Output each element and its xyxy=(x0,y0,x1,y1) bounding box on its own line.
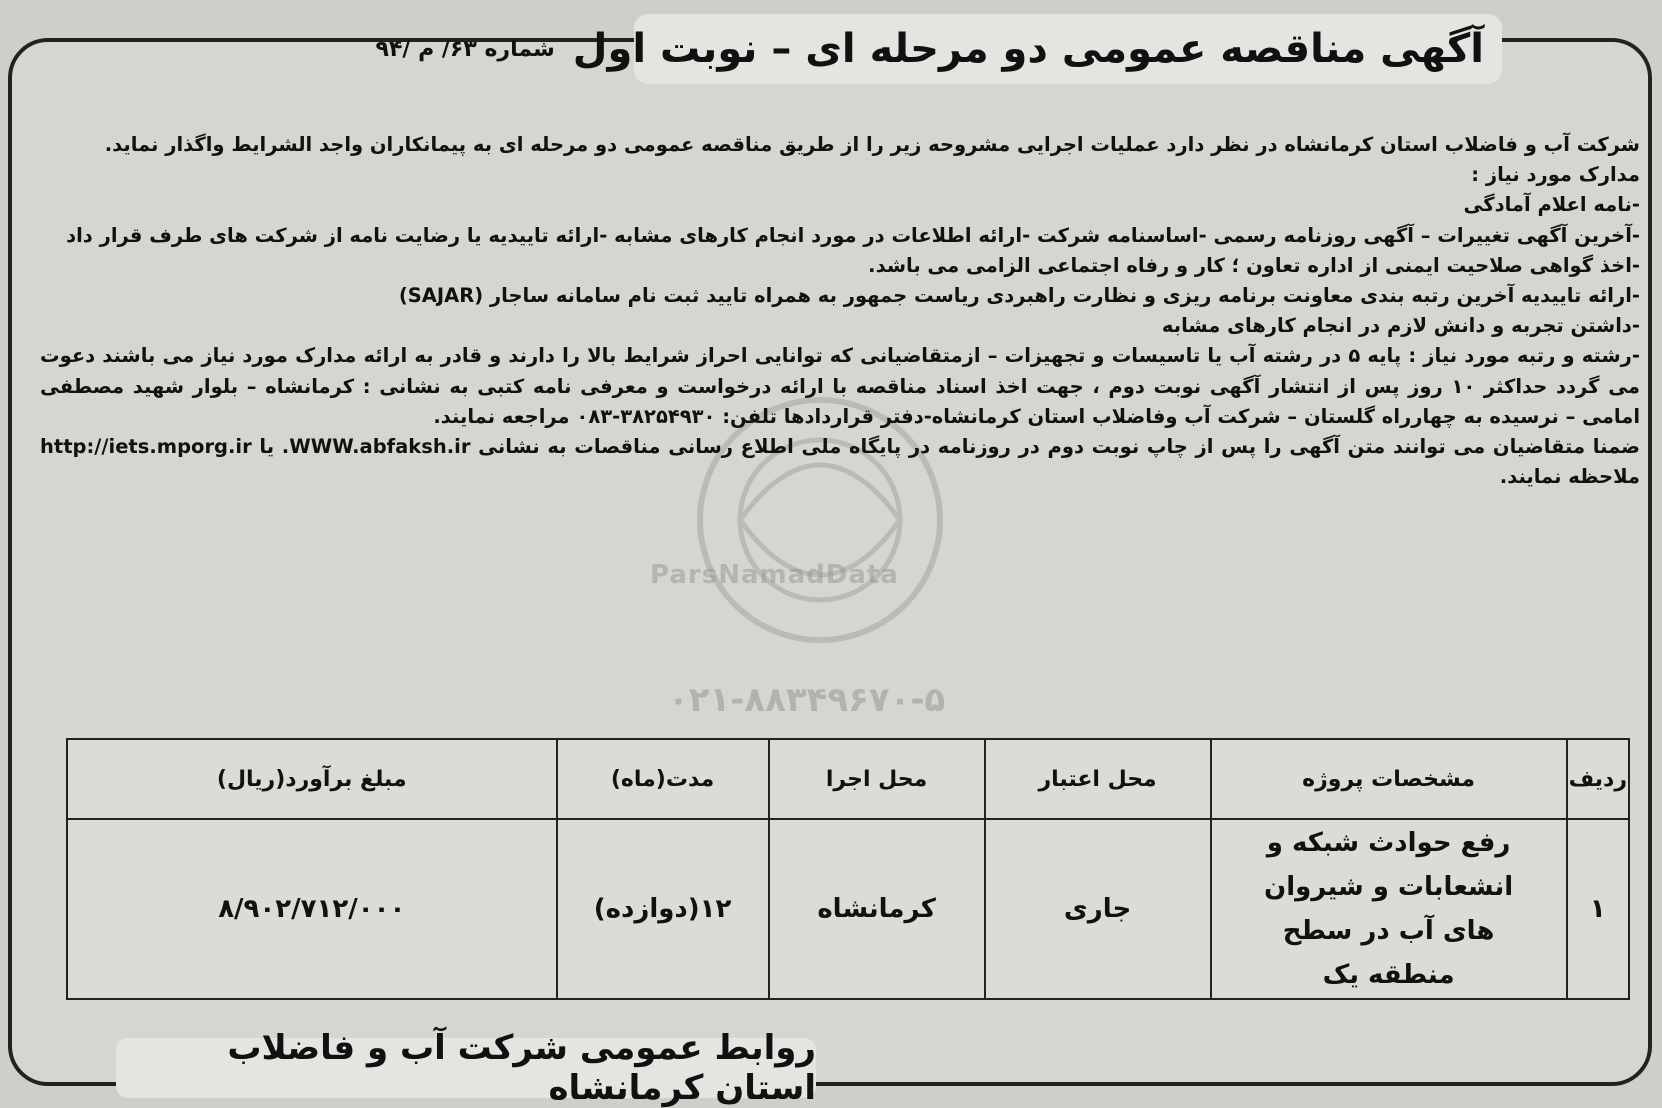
cell-duration: ۱۲(دوازده) xyxy=(557,819,769,999)
cell-project-spec: رفع حوادث شبکه و انشعابات و شیروان های آب در سطح منطقه یک xyxy=(1211,819,1567,999)
notice-number: شماره ۶۳/ م /۹۴ xyxy=(375,36,555,62)
intro-paragraph: شرکت آب و فاضلاب استان کرمانشاه در نظر دارد عملیات اجرایی مشروحه زیر را از طریق مناقصه عمومی دو مرحله ای به پیمانکاران واجد الشرایط واگذار نماید. xyxy=(104,133,1640,156)
page-title: آگهی مناقصه عمومی دو مرحله ای – نوبت اول xyxy=(572,26,1484,72)
table-row xyxy=(67,819,1629,999)
doc-item: -نامه اعلام آمادگی xyxy=(1463,193,1640,217)
website-notice: ضمنا متقاضیان می توانند متن آگهی را پس از چاپ نوبت دوم در روزنامه در پایگاه ملی اطلاع رسانی مناقصات به نشانی WWW.abfaksh.ir. یا http://iets.mporg.ir ملاحظه نمایند. xyxy=(40,435,1640,489)
rank-paragraph: -رشته و رتبه مورد نیاز : پایه ۵ در رشته آب یا تاسیسات و تجهیزات – ازمتقاضیانی که توانایی احراز شرایط بالا را دارند و قادر به ارائه مدارک مورد نیاز می باشند دعوت می گردد حداکثر ۱۰ روز پس از انتشار آگهی نوبت دوم ، جهت اخذ اسناد مناقصه با ارائه درخواست و معرفی نامه کتبی به نشانی : کرمانشاه – بلوار شهید مصطفی امامی – نرسیده به چهارراه گلستان – شرکت آب وفاضلاب استان کرمانشاه-دفتر قراردادها تلفن: ۳۸۲۵۴۹۳۰-۰۸۳ مراجعه نمایند. xyxy=(40,344,1640,428)
header-location: محل اجرا xyxy=(769,739,985,819)
watermark-phone: ۰۲۱-۸۸۳۴۹۶۷۰-۵ xyxy=(668,680,946,720)
doc-item: -ارائه تاییدیه آخرین رتبه بندی معاونت برنامه ریزی و نظارت راهبردی ریاست جمهور به همراه تایید ثبت نام سامانه ساجار (SAJAR) xyxy=(398,284,1640,308)
docs-heading: مدارک مورد نیاز : xyxy=(1471,163,1640,187)
cell-row-number: ۱ xyxy=(1567,819,1629,999)
tender-table xyxy=(66,738,1630,1000)
header-project-spec: مشخصات پروژه xyxy=(1211,739,1567,819)
doc-item: -آخرین آگهی تغییرات – آگهی روزنامه رسمی -اساسنامه شرکت -ارائه اطلاعات در مورد انجام کارهای مشابه -ارائه تاییدیه یا رضایت نامه از شرکت های طرف قرار داد xyxy=(66,223,1640,247)
doc-item: -اخذ گواهی صلاحیت ایمنی از اداره تعاون ؛ کار و رفاه اجتماعی الزامی می باشد. xyxy=(868,253,1640,277)
header-credit-source: محل اعتبار xyxy=(985,739,1211,819)
doc-item: -داشتن تجربه و دانش لازم در انجام کارهای مشابه xyxy=(1161,314,1640,338)
cell-credit-source: جاری xyxy=(985,819,1211,999)
header-estimate: مبلغ برآورد(ریال) xyxy=(67,739,557,819)
header-duration: مدت(ماه) xyxy=(557,739,769,819)
watermark-site: ParsNamadData xyxy=(650,560,899,590)
footer-signature: روابط عمومی شرکت آب و فاضلاب استان کرمانشاه xyxy=(116,1038,816,1098)
title-banner xyxy=(375,14,1502,84)
header-row-number: ردیف xyxy=(1567,739,1629,819)
notice-body xyxy=(40,130,1640,492)
cell-estimate: ۸/۹۰۲/۷۱۲/۰۰۰ xyxy=(67,819,557,999)
cell-location: کرمانشاه xyxy=(769,819,985,999)
table-header-row xyxy=(67,739,1629,819)
